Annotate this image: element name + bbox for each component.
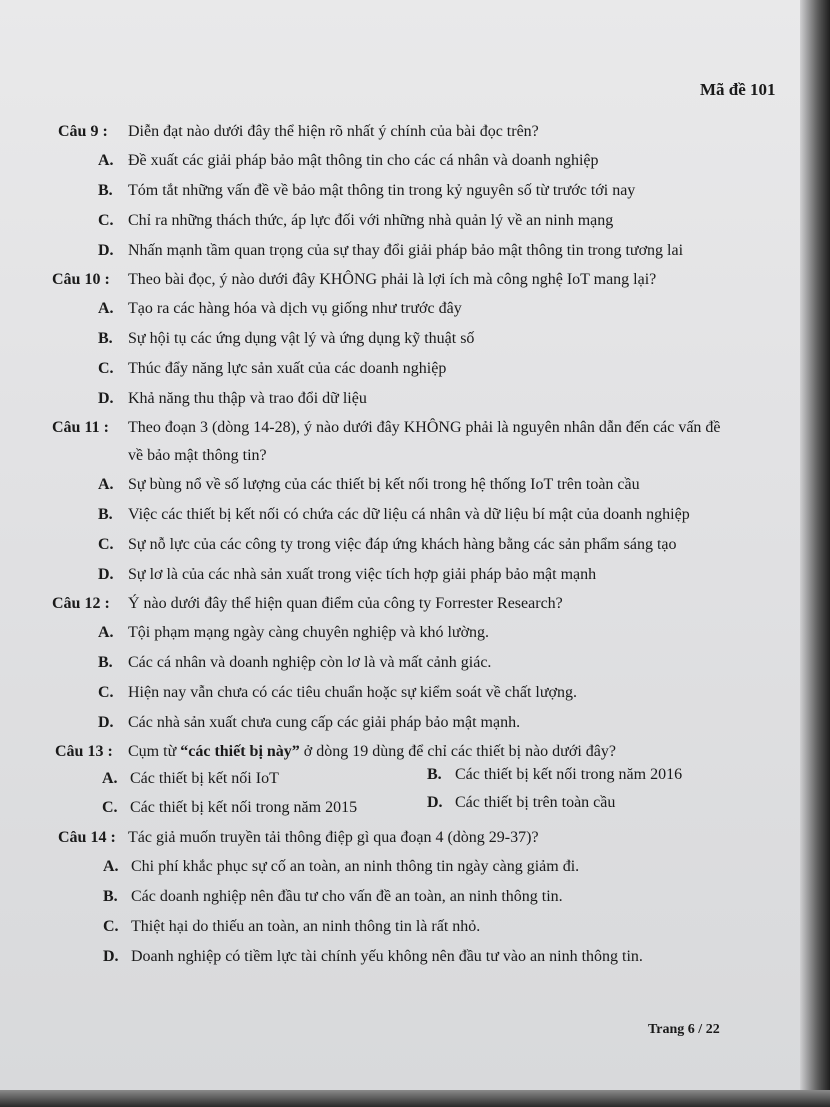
question-text [128, 738, 738, 766]
option-letter: B. [98, 182, 113, 199]
option-letter: B. [98, 654, 113, 671]
option-a[interactable] [0, 294, 800, 324]
question-number: Câu 11 : [52, 419, 109, 436]
option-letter: D. [427, 794, 443, 811]
option-text: Các doanh nghiệp nên đầu tư cho vấn đề an toàn, an ninh thông tin. [131, 888, 563, 905]
question-number: Câu 9 : [58, 123, 108, 140]
option-d[interactable] [0, 560, 800, 590]
option-text: Các nhà sản xuất chưa cung cấp các giải pháp bảo mật mạnh. [128, 714, 521, 731]
option-text: Doanh nghiệp có tiềm lực tài chính yếu không nên đầu tư vào an ninh thông tin. [131, 948, 643, 965]
option-letter: A. [98, 152, 114, 169]
option-a[interactable] [0, 618, 800, 648]
question-header [0, 738, 800, 766]
option-text: Thiệt hại do thiếu an toàn, an ninh thông tin là rất nhỏ. [131, 918, 481, 935]
option-grid [0, 766, 800, 824]
option-b[interactable] [427, 766, 682, 784]
question-text: Tác giả muốn truyền tải thông điệp gì qua đoạn 4 (dòng 29-37)? [128, 829, 539, 846]
option-text: Việc các thiết bị kết nối có chứa các dữ liệu cá nhân và dữ liệu bí mật của doanh nghiệp [128, 506, 690, 523]
option-letter: A. [98, 476, 114, 493]
option-letter: D. [98, 566, 114, 583]
option-c[interactable] [0, 678, 800, 708]
option-letter: B. [427, 766, 442, 783]
question-list [0, 118, 800, 972]
question-12 [0, 590, 800, 738]
question-14 [0, 824, 800, 972]
question-text-emphasis: “các thiết bị này” [180, 743, 300, 760]
option-text: Các thiết bị kết nối trong năm 2015 [130, 799, 358, 816]
option-letter: D. [98, 242, 114, 259]
question-13 [0, 738, 800, 824]
option-letter: B. [103, 888, 118, 905]
question-header [0, 414, 800, 470]
page-bottom-edge [0, 1090, 830, 1107]
option-letter: C. [98, 360, 114, 377]
option-letter: B. [98, 330, 113, 347]
option-letter: A. [98, 300, 114, 317]
question-text: Ý nào dưới đây thể hiện quan điểm của công ty Forrester Research? [128, 595, 563, 612]
option-letter: D. [103, 948, 119, 965]
option-text: Sự nỗ lực của các công ty trong việc đáp ứng khách hàng bằng các sản phẩm sáng tạo [128, 536, 677, 553]
question-number: Câu 10 : [52, 271, 110, 288]
option-letter: D. [98, 390, 114, 407]
option-c[interactable] [0, 530, 800, 560]
option-letter: C. [98, 212, 114, 229]
question-text: Diễn đạt nào dưới đây thể hiện rõ nhất ý chính của bài đọc trên? [128, 123, 539, 140]
option-text: Đề xuất các giải pháp bảo mật thông tin cho các cá nhân và doanh nghiệp [128, 152, 599, 169]
option-c[interactable] [102, 799, 357, 817]
option-a[interactable] [0, 470, 800, 500]
option-letter: C. [98, 684, 114, 701]
option-text: Thúc đẩy năng lực sản xuất của các doanh nghiệp [128, 360, 447, 377]
option-text: Nhấn mạnh tầm quan trọng của sự thay đổi giải pháp bảo mật thông tin trong tương lai [128, 242, 684, 259]
option-list [0, 852, 800, 972]
page-number: Trang 6 / 22 [648, 1022, 720, 1037]
question-number: Câu 14 : [58, 829, 116, 846]
option-list [0, 618, 800, 738]
question-text: Theo đoạn 3 (dòng 14-28), ý nào dưới đây KHÔNG phải là nguyên nhân dẫn đến các vấn đề về bảo mật thông tin? [128, 419, 721, 464]
option-text: Tội phạm mạng ngày càng chuyên nghiệp và khó lường. [128, 624, 490, 641]
option-letter: B. [98, 506, 113, 523]
option-text: Tạo ra các hàng hóa và dịch vụ giống như trước đây [128, 300, 462, 317]
option-letter: A. [98, 624, 114, 641]
option-text: Sự lơ là của các nhà sản xuất trong việc tích hợp giải pháp bảo mật mạnh [128, 566, 597, 583]
option-list [0, 294, 800, 414]
option-a[interactable] [102, 770, 279, 788]
option-text: Khả năng thu thập và trao đổi dữ liệu [128, 390, 367, 407]
option-text: Hiện nay vẫn chưa có các tiêu chuẩn hoặc sự kiểm soát về chất lượng. [128, 684, 577, 701]
question-11 [0, 414, 800, 590]
question-number: Câu 13 : [55, 743, 113, 760]
option-a[interactable] [0, 852, 800, 882]
option-d[interactable] [0, 708, 800, 738]
question-number: Câu 12 : [52, 595, 110, 612]
option-b[interactable] [0, 882, 800, 912]
option-letter: A. [102, 770, 118, 787]
page-shadow-edge [800, 0, 830, 1107]
option-b[interactable] [0, 500, 800, 530]
option-text: Các thiết bị trên toàn cầu [455, 794, 616, 811]
question-header [0, 118, 800, 146]
option-text: Sự hội tụ các ứng dụng vật lý và ứng dụng kỹ thuật số [128, 330, 475, 347]
question-10 [0, 266, 800, 414]
option-text: Các thiết bị kết nối trong năm 2016 [455, 766, 683, 783]
option-text: Chỉ ra những thách thức, áp lực đối với những nhà quản lý về an ninh mạng [128, 212, 614, 229]
exam-code: Mã đề 101 [700, 80, 776, 99]
option-letter: C. [102, 799, 118, 816]
question-header [0, 590, 800, 618]
question-text-after: ở dòng 19 dùng để chỉ các thiết bị nào dưới đây? [299, 743, 616, 760]
option-letter: C. [103, 918, 119, 935]
option-letter: C. [98, 536, 114, 553]
option-list [0, 146, 800, 266]
question-text: Theo bài đọc, ý nào dưới đây KHÔNG phải là lợi ích mà công nghệ IoT mang lại? [128, 271, 657, 288]
option-d[interactable] [0, 384, 800, 414]
question-header [0, 266, 800, 294]
question-text-before: Cụm từ [128, 743, 181, 760]
option-letter: A. [103, 858, 119, 875]
option-a[interactable] [0, 146, 800, 176]
option-text: Chi phí khắc phục sự cố an toàn, an ninh thông tin ngày càng giảm đi. [131, 858, 580, 875]
option-letter: D. [98, 714, 114, 731]
option-b[interactable] [0, 648, 800, 678]
option-c[interactable] [0, 912, 800, 942]
option-text: Tóm tắt những vấn đề về bảo mật thông tin trong kỷ nguyên số từ trước tới nay [128, 182, 636, 199]
option-d[interactable] [0, 236, 800, 266]
question-9 [0, 118, 800, 266]
option-b[interactable] [0, 176, 800, 206]
option-b[interactable] [0, 324, 800, 354]
option-list [0, 470, 800, 590]
option-c[interactable] [0, 354, 800, 384]
question-header [0, 824, 800, 852]
option-text: Các thiết bị kết nối IoT [130, 770, 279, 787]
option-c[interactable] [0, 206, 800, 236]
option-d[interactable] [427, 794, 615, 812]
option-d[interactable] [0, 942, 800, 972]
option-text: Sự bùng nổ về số lượng của các thiết bị kết nối trong hệ thống IoT trên toàn cầu [128, 476, 640, 493]
option-text: Các cá nhân và doanh nghiệp còn lơ là và mất cảnh giác. [128, 654, 492, 671]
